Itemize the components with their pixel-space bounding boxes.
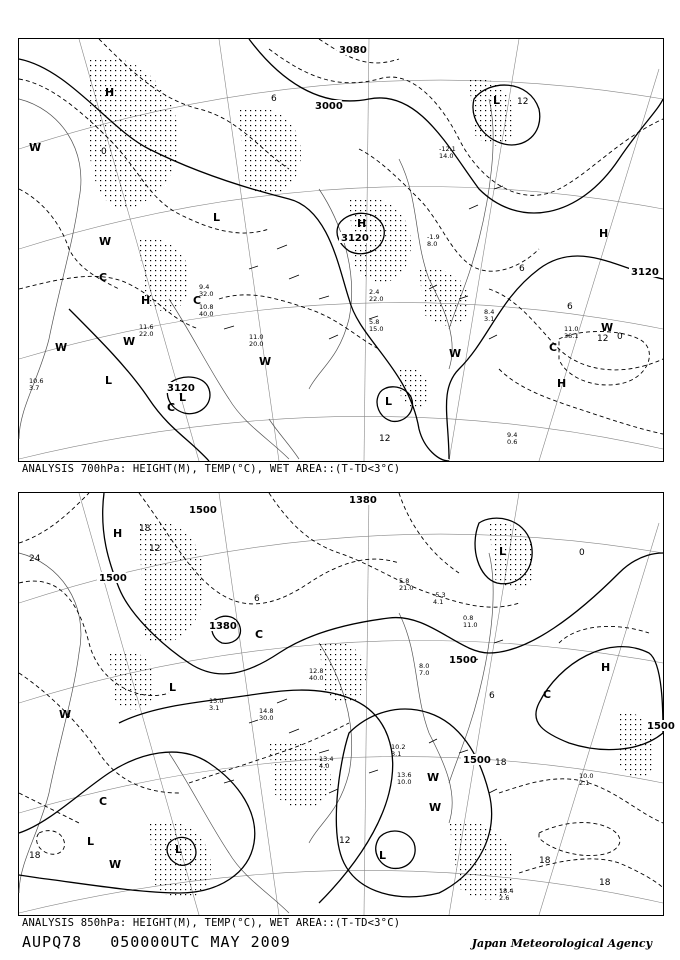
station-observation: 8.0 (427, 240, 438, 248)
station-observation: 5.8 (399, 577, 410, 585)
caption-850hpa: ANALYSIS 850hPa: HEIGHT(M), TEMP(°C), WET AREA::(T-TD<3°C) (22, 917, 401, 929)
high-pressure-symbol: H (357, 217, 367, 230)
station-observation: 4.1 (433, 598, 444, 606)
height-contour-label: 1500 (189, 505, 217, 516)
isotherm-label: 12 (149, 544, 161, 554)
height-contour-label: 3120 (341, 233, 369, 244)
low-pressure-symbol: L (379, 849, 387, 862)
cold-symbol: C (543, 688, 552, 701)
station-observation: 40.0 (199, 310, 214, 318)
station-observation: 2.4 (369, 288, 380, 296)
warm-symbol: W (59, 708, 72, 721)
station-observation: 0.6 (507, 438, 518, 446)
isotherm-label: 18 (29, 851, 41, 861)
station-observation: 40.0 (309, 674, 324, 682)
station-observation: 11.6 (139, 323, 154, 331)
isotherm-label: 0 (617, 332, 623, 342)
station-observation: 5.8 (369, 318, 380, 326)
station-observation: -5.3 (433, 591, 446, 599)
isotherm-label: 18 (599, 878, 611, 888)
station-observation: 20.0 (249, 340, 264, 348)
map-panel-850hpa (18, 492, 675, 916)
warm-symbol: W (29, 141, 42, 154)
station-observation: 8.0 (419, 662, 430, 670)
station-observation: 18.4 (499, 887, 514, 895)
cold-symbol: C (255, 628, 264, 641)
cold-symbol: C (99, 795, 108, 808)
low-pressure-symbol: L (499, 545, 507, 558)
high-pressure-symbol: H (105, 86, 115, 99)
cold-symbol: C (99, 271, 108, 284)
station-observation: 21.0 (399, 584, 414, 592)
station-observation: 38.1 (564, 332, 579, 340)
height-contour-label: 1380 (209, 621, 237, 632)
station-observation: 22.0 (369, 295, 384, 303)
low-pressure-symbol: L (87, 835, 95, 848)
map-850hpa (19, 493, 675, 915)
station-observation: 10.8 (199, 303, 214, 311)
station-observation: 13.4 (319, 755, 334, 763)
warm-symbol: W (427, 771, 440, 784)
high-pressure-symbol: H (113, 527, 123, 540)
station-observation: 22.0 (139, 330, 154, 338)
station-observation: 10.6 (29, 377, 44, 385)
warm-symbol: W (259, 355, 272, 368)
station-observation: 11.0 (463, 621, 478, 629)
isotherm-label: 6 (519, 264, 525, 274)
station-observation: 10.2 (391, 743, 406, 751)
isotherm-label: 6 (254, 594, 260, 604)
isotherm-label: 12 (339, 836, 351, 846)
station-observation: 30.0 (259, 714, 274, 722)
warm-symbol: W (55, 341, 68, 354)
low-pressure-symbol: L (175, 843, 183, 856)
graticule (19, 493, 663, 915)
station-observation: 12.8 (309, 667, 324, 675)
station-observation: 14.8 (259, 707, 274, 715)
isotherm-label: 0 (101, 147, 107, 157)
station-observation: 15.0 (369, 325, 384, 333)
low-pressure-symbol: L (169, 681, 177, 694)
high-pressure-symbol: H (141, 294, 151, 307)
cold-symbol: C (549, 341, 558, 354)
station-observation: 9.4 (199, 283, 210, 291)
high-pressure-symbol: H (601, 661, 611, 674)
warm-symbol: W (449, 347, 462, 360)
station-observation: 15.0 (209, 697, 224, 705)
isotherm-label: 6 (567, 302, 573, 312)
height-contour-label: 1380 (349, 495, 377, 506)
coastlines (19, 553, 493, 913)
chart-id-datetime (22, 933, 291, 951)
map-700hpa (19, 39, 663, 461)
warm-symbol: W (429, 801, 442, 814)
cold-symbol: C (193, 294, 202, 307)
agency-name: Japan Meteorological Agency (471, 937, 652, 950)
height-contour-label: 1500 (463, 755, 491, 766)
station-observation: 8.4 (484, 308, 495, 316)
isotherm-label: 24 (29, 554, 41, 564)
warm-symbol: W (99, 235, 112, 248)
height-contour-label: 1500 (449, 655, 477, 666)
station-observation: 0.8 (463, 614, 474, 622)
isotherm-label: 18 (139, 524, 151, 534)
caption-700hpa: ANALYSIS 700hPa: HEIGHT(M), TEMP(°C), WET AREA::(T-TD<3°C) (22, 463, 401, 475)
isotherm-label: 0 (579, 548, 585, 558)
height-contour-label: 3080 (339, 45, 367, 56)
map-panel-700hpa (18, 38, 664, 462)
station-observation: 3.1 (391, 750, 402, 758)
warm-symbol: W (601, 321, 614, 334)
station-observation: 2.6 (499, 894, 510, 902)
station-observation: -12.1 (439, 145, 456, 153)
station-observation: 10.0 (579, 772, 594, 780)
isotherm-label: 12 (597, 334, 609, 344)
height-contour-label: 3000 (315, 101, 343, 112)
chart-code: AUPQ78 (22, 933, 83, 951)
isotherm-label: 12 (379, 434, 391, 444)
low-pressure-symbol: L (105, 374, 113, 387)
high-pressure-symbol: H (557, 377, 567, 390)
station-observation: 11.0 (564, 325, 579, 333)
station-observation: 13.6 (397, 771, 412, 779)
height-contour-label: 1500 (647, 721, 675, 732)
low-pressure-symbol: L (213, 211, 221, 224)
station-observation: 10.0 (397, 778, 412, 786)
station-observation: 9.4 (507, 431, 518, 439)
station-observation: 3.1 (209, 704, 220, 712)
isotherm-label: 12 (517, 97, 529, 107)
station-observation: 3.7 (29, 384, 40, 392)
isotherm-label: 18 (539, 856, 551, 866)
station-observation: 7.0 (419, 669, 430, 677)
station-observation: 4.0 (319, 762, 330, 770)
height-contour-label: 3120 (631, 267, 659, 278)
station-observation: -1.9 (427, 233, 440, 241)
station-observation: 3.1 (484, 315, 495, 323)
low-pressure-symbol: L (179, 391, 187, 404)
station-observation: 32.0 (199, 290, 214, 298)
wet-areas (109, 521, 655, 899)
warm-symbol: W (123, 335, 136, 348)
station-observation: 2.1 (579, 779, 590, 787)
station-observation: 11.0 (249, 333, 264, 341)
isotherm-label: 6 (489, 691, 495, 701)
isotherm-label: 18 (495, 758, 507, 768)
high-pressure-symbol: H (599, 227, 609, 240)
station-observation: 14.0 (439, 152, 454, 160)
analysis-datetime: 050000UTC MAY 2009 (110, 933, 291, 951)
low-pressure-symbol: L (385, 395, 393, 408)
isotherm-label: 6 (271, 94, 277, 104)
cold-symbol: C (167, 401, 176, 414)
low-pressure-symbol: L (493, 94, 501, 107)
height-contour-label: 3120 (167, 383, 195, 394)
warm-symbol: W (109, 858, 122, 871)
height-contour-label: 1500 (99, 573, 127, 584)
